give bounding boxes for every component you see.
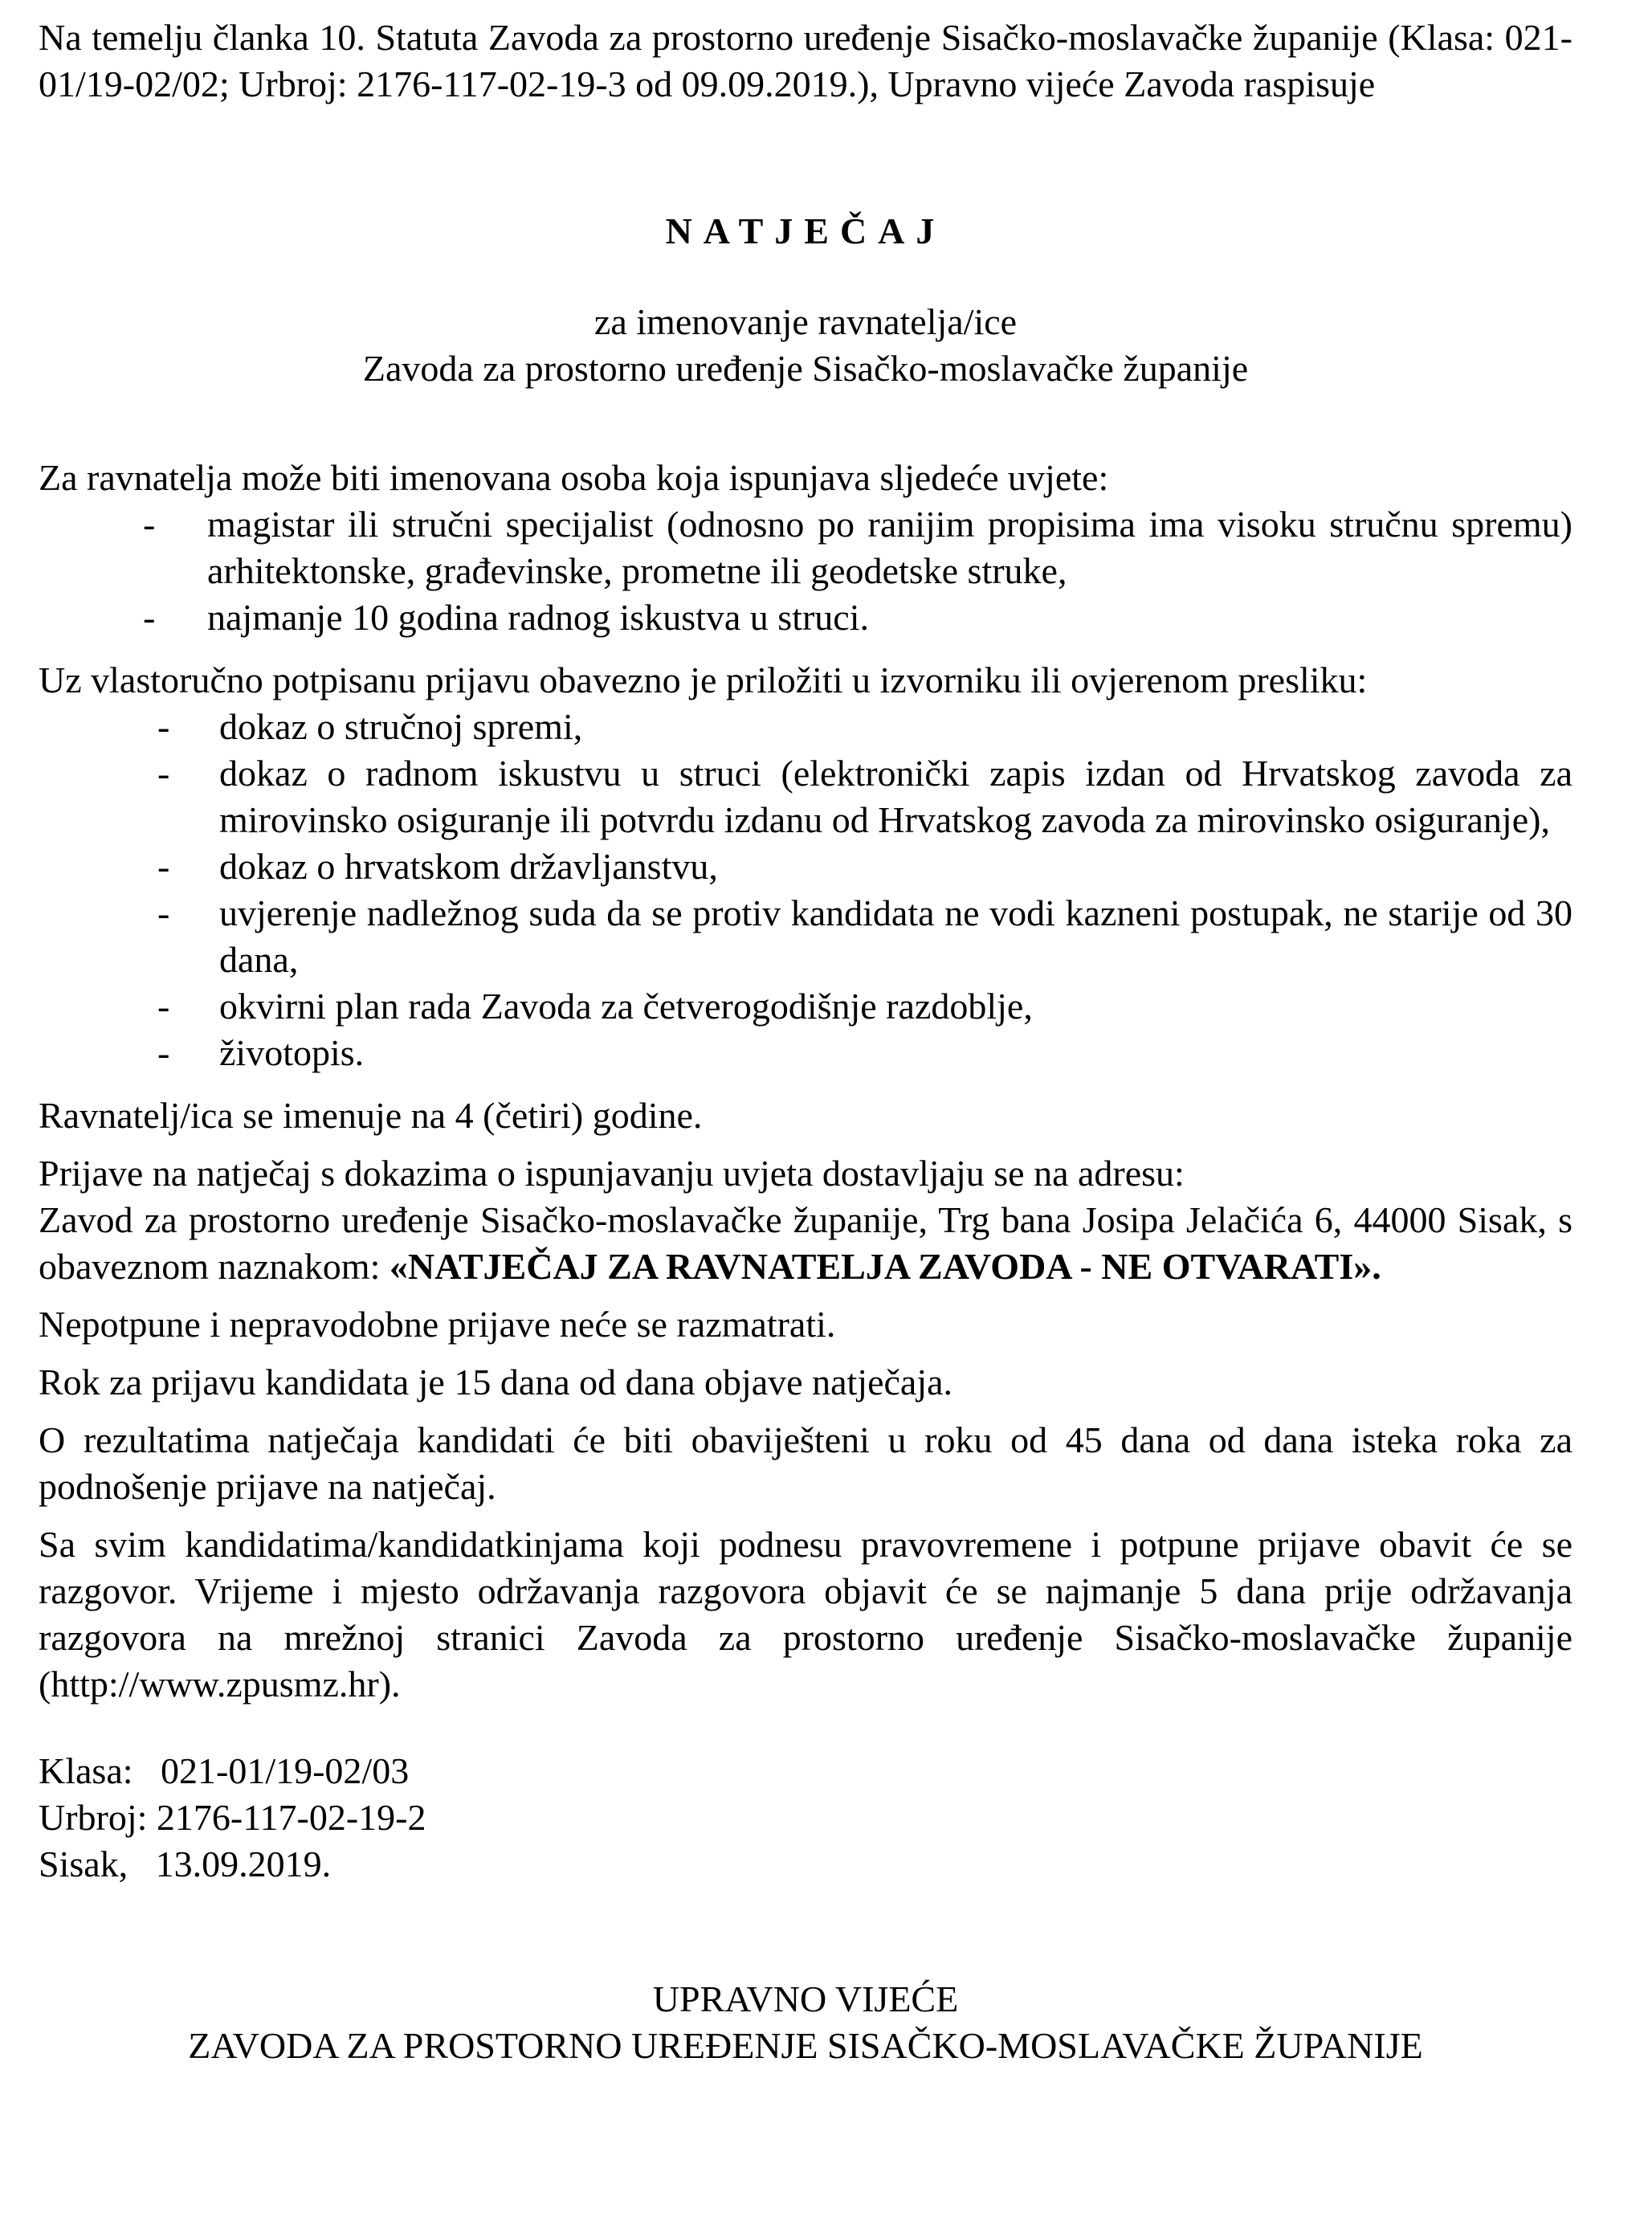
- list-item: - magistar ili stručni specijalist (odnosno po ranijim propisima ima visoku stručnu spremu) arhitektonske, građevinske, prometne ili geodetske struke,: [143, 504, 1572, 591]
- incomplete-paragraph: Nepotpune i nepravodobne prijave neće se razmatrati.: [39, 1304, 836, 1345]
- list-item: - najmanje 10 godina radnog iskustva u struci.: [143, 597, 870, 638]
- klasa-line: Klasa: 021-01/19-02/03: [39, 1750, 410, 1791]
- document-page: [39, 14, 1572, 2069]
- list-item: - okvirni plan rada Zavoda za četverogodišnje razdoblje,: [157, 986, 1033, 1027]
- envelope-mark: «NATJEČAJ ZA RAVNATELJA ZAVODA - NE OTVARATI».: [389, 1246, 1381, 1287]
- list-item: - životopis.: [157, 1032, 365, 1073]
- term-paragraph: Ravnatelj/ica se imenuje na 4 (četiri) godine.: [39, 1095, 703, 1136]
- signature-line-1: UPRAVNO VIJEĆE: [652, 1978, 959, 2019]
- subtitle-line-2: Zavoda za prostorno uređenje Sisačko-moslavačke županije: [362, 348, 1249, 389]
- conditions-lead: Za ravnatelja može biti imenovana osoba koja ispunjava sljedeće uvjete:: [39, 457, 1109, 498]
- address-lead: Prijave na natječaj s dokazima o ispunjavanju uvjeta dostavljaju se na adresu:: [39, 1153, 1185, 1194]
- reference-block: [39, 1748, 1572, 1888]
- list-item: - uvjerenje nadležnog suda da se protiv kandidata ne vodi kazneni postupak, ne starije od 30 dana,: [157, 892, 1572, 980]
- list-item: - dokaz o radnom iskustvu u struci (elektronički zapis izdan od Hrvatskog zavoda za mirovinsko osiguranje ili potvrdu izdanu od Hrvatskog zavoda za mirovinsko osiguranje),: [157, 753, 1572, 840]
- subtitle-line-1: za imenovanje ravnatelja/ice: [593, 301, 1018, 342]
- list-item: - dokaz o hrvatskom državljanstvu,: [157, 846, 718, 887]
- attachments-lead: Uz vlastoručno potpisanu prijavu obavezno je priložiti u izvorniku ili ovjerenom presliku:: [39, 659, 1368, 700]
- attachments-list: [39, 704, 1572, 1076]
- conditions-list: [39, 501, 1572, 641]
- place-date-line: Sisak, 13.09.2019.: [39, 1843, 332, 1884]
- results-paragraph: O rezultatima natječaja kandidati će biti obaviješteni u roku od 45 dana od dana isteka roka za podnošenje prijave na natječaj.: [39, 1419, 1572, 1507]
- document-title: NATJEČAJ: [665, 210, 946, 251]
- list-item: - dokaz o stručnoj spremi,: [157, 706, 583, 747]
- intro-paragraph: Na temelju članka 10. Statuta Zavoda za prostorno uređenje Sisačko-moslavačke županije (Klasa: 021-01/19-02/02; Urbroj: 2176-117-02-19-3 od 09.09.2019.), Upravno vijeće Zavoda raspisuje: [39, 17, 1572, 104]
- address-paragraph: Zavod za prostorno uređenje Sisačko-moslavačke županije, Trg bana Josipa Jelačića 6, 44000 Sisak, s obaveznom naznakom: «NATJEČAJ ZA RAVNATELJA ZAVODA - NE OTVARATI».: [39, 1199, 1572, 1287]
- interview-paragraph: Sa svim kandidatima/kandidatkinjama koji podnesu pravovremene i potpune prijave obavit će se razgovor. Vrijeme i mjesto održavanja razgovora objavit će se najmanje 5 dana prije održavanja razgovora na mrežnoj stranici Zavoda za prostorno uređenje Sisačko-moslavačke županije (http://www.zpusmz.hr).: [39, 1524, 1572, 1705]
- signature-block: [39, 1976, 1572, 2069]
- urbroj-line: Urbroj: 2176-117-02-19-2: [39, 1797, 426, 1838]
- deadline-paragraph: Rok za prijavu kandidata je 15 dana od dana objave natječaja.: [39, 1362, 953, 1402]
- signature-line-2: ZAVODA ZA PROSTORNO UREĐENJE SISAČKO-MOSLAVAČKE ŽUPANIJE: [188, 2025, 1423, 2066]
